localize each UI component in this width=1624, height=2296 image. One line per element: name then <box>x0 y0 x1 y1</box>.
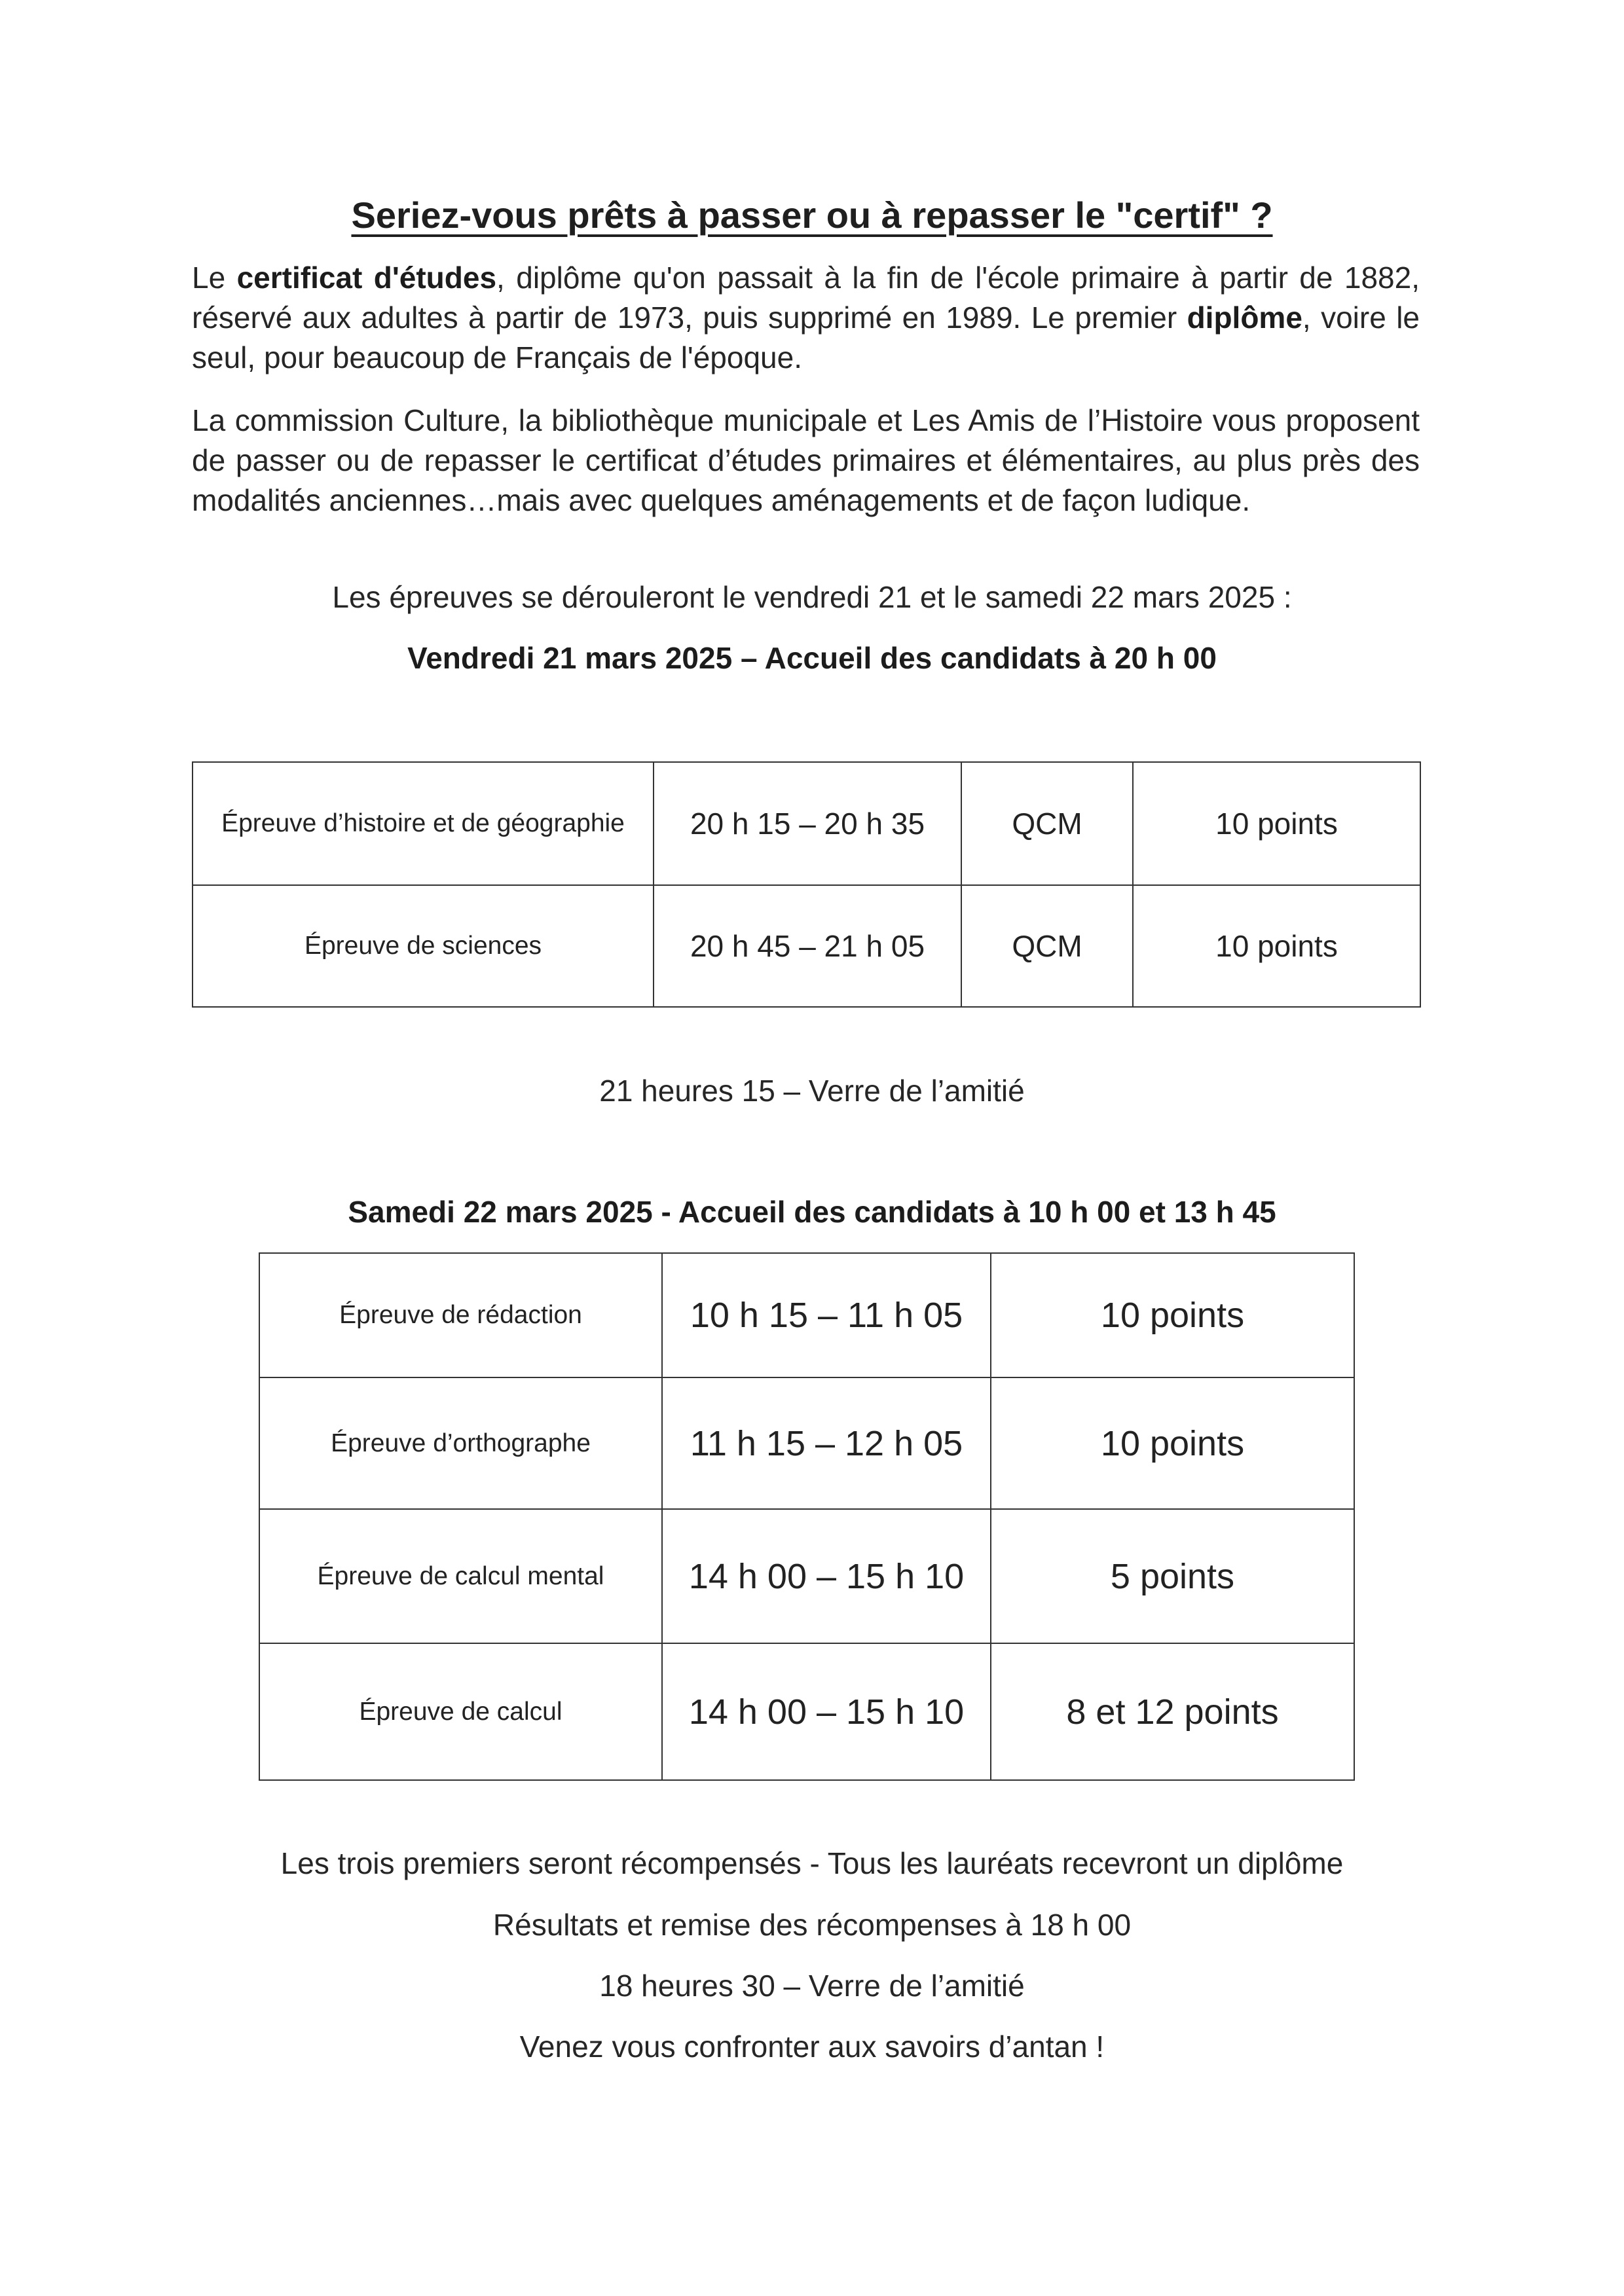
friday-table <box>192 761 1421 1008</box>
intro-paragraph-2: La commission Culture, la bibliothèque municipale et Les Amis de l’Histoire vous proposent de passer ou de repasser le certificat d’études primaires et élémentaires, au plus près des modalités anciennes…mais avec quelques aménagements et de façon ludique. <box>192 403 1420 517</box>
points-cell: 10 points <box>1133 762 1420 885</box>
points-cell: 10 points <box>991 1253 1354 1377</box>
horaire-cell: 20 h 45 – 21 h 05 <box>654 885 961 1007</box>
epreuve-cell: Épreuve de sciences <box>193 885 654 1007</box>
table-row <box>259 1377 1354 1509</box>
saturday-heading: Samedi 22 mars 2025 - Accueil des candidats à 10 h 00 et 13 h 45 <box>348 1195 1276 1229</box>
footer-line-1: Les trois premiers seront récompensés - Tous les lauréats recevront un diplôme <box>280 1846 1344 1880</box>
epreuve-cell: Épreuve d’orthographe <box>259 1377 662 1509</box>
points-cell: 10 points <box>1133 885 1420 1007</box>
table-row <box>193 885 1420 1007</box>
intro-text: , voire le seul, pour beaucoup de Français de l'époque. <box>192 301 1420 374</box>
epreuve-cell: Épreuve de calcul <box>259 1643 662 1780</box>
horaire-cell: 20 h 15 – 20 h 35 <box>654 762 961 885</box>
epreuve-cell: Épreuve de calcul mental <box>259 1509 662 1643</box>
points-cell: 8 et 12 points <box>991 1643 1354 1780</box>
table-row <box>259 1643 1354 1780</box>
type-cell: QCM <box>961 885 1133 1007</box>
table-row <box>259 1253 1354 1377</box>
horaire-cell: 10 h 15 – 11 h 05 <box>662 1253 991 1377</box>
intro-text: Le <box>192 261 237 295</box>
intro-bold-certificat: certificat d'études <box>236 261 497 295</box>
horaire-cell: 14 h 00 – 15 h 10 <box>662 1509 991 1643</box>
intro-bold-diplome: diplôme <box>1187 301 1302 335</box>
friday-heading: Vendredi 21 mars 2025 – Accueil des candidats à 20 h 00 <box>407 641 1217 675</box>
intro-paragraph-1 <box>192 258 1420 378</box>
friday-after: 21 heures 15 – Verre de l’amitié <box>599 1074 1025 1108</box>
footer-line-4: Venez vous confronter aux savoirs d’antan ! <box>519 2030 1105 2064</box>
table-row <box>193 762 1420 885</box>
epreuve-cell: Épreuve de rédaction <box>259 1253 662 1377</box>
footer-line-2: Résultats et remise des récompenses à 18 h 00 <box>492 1908 1132 1942</box>
points-cell: 10 points <box>991 1377 1354 1509</box>
points-cell: 5 points <box>991 1509 1354 1643</box>
intro-text: , diplôme qu'on passait à la fin de l'école primaire à partir de 1882, réservé aux adultes à partir de 1973, puis supprimé en 1989. Le premier <box>192 261 1420 335</box>
page-title: Seriez-vous prêts à passer ou à repasser le "certif" ? <box>351 194 1273 236</box>
horaire-cell: 11 h 15 – 12 h 05 <box>662 1377 991 1509</box>
footer-line-3: 18 heures 30 – Verre de l’amitié <box>599 1969 1025 2003</box>
table-row <box>259 1509 1354 1643</box>
type-cell: QCM <box>961 762 1133 885</box>
epreuve-cell: Épreuve d’histoire et de géographie <box>193 762 654 885</box>
intro-paragraph-3: Les épreuves se dérouleront le vendredi 21 et le samedi 22 mars 2025 : <box>332 580 1292 614</box>
saturday-table <box>259 1252 1355 1781</box>
horaire-cell: 14 h 00 – 15 h 10 <box>662 1643 991 1780</box>
